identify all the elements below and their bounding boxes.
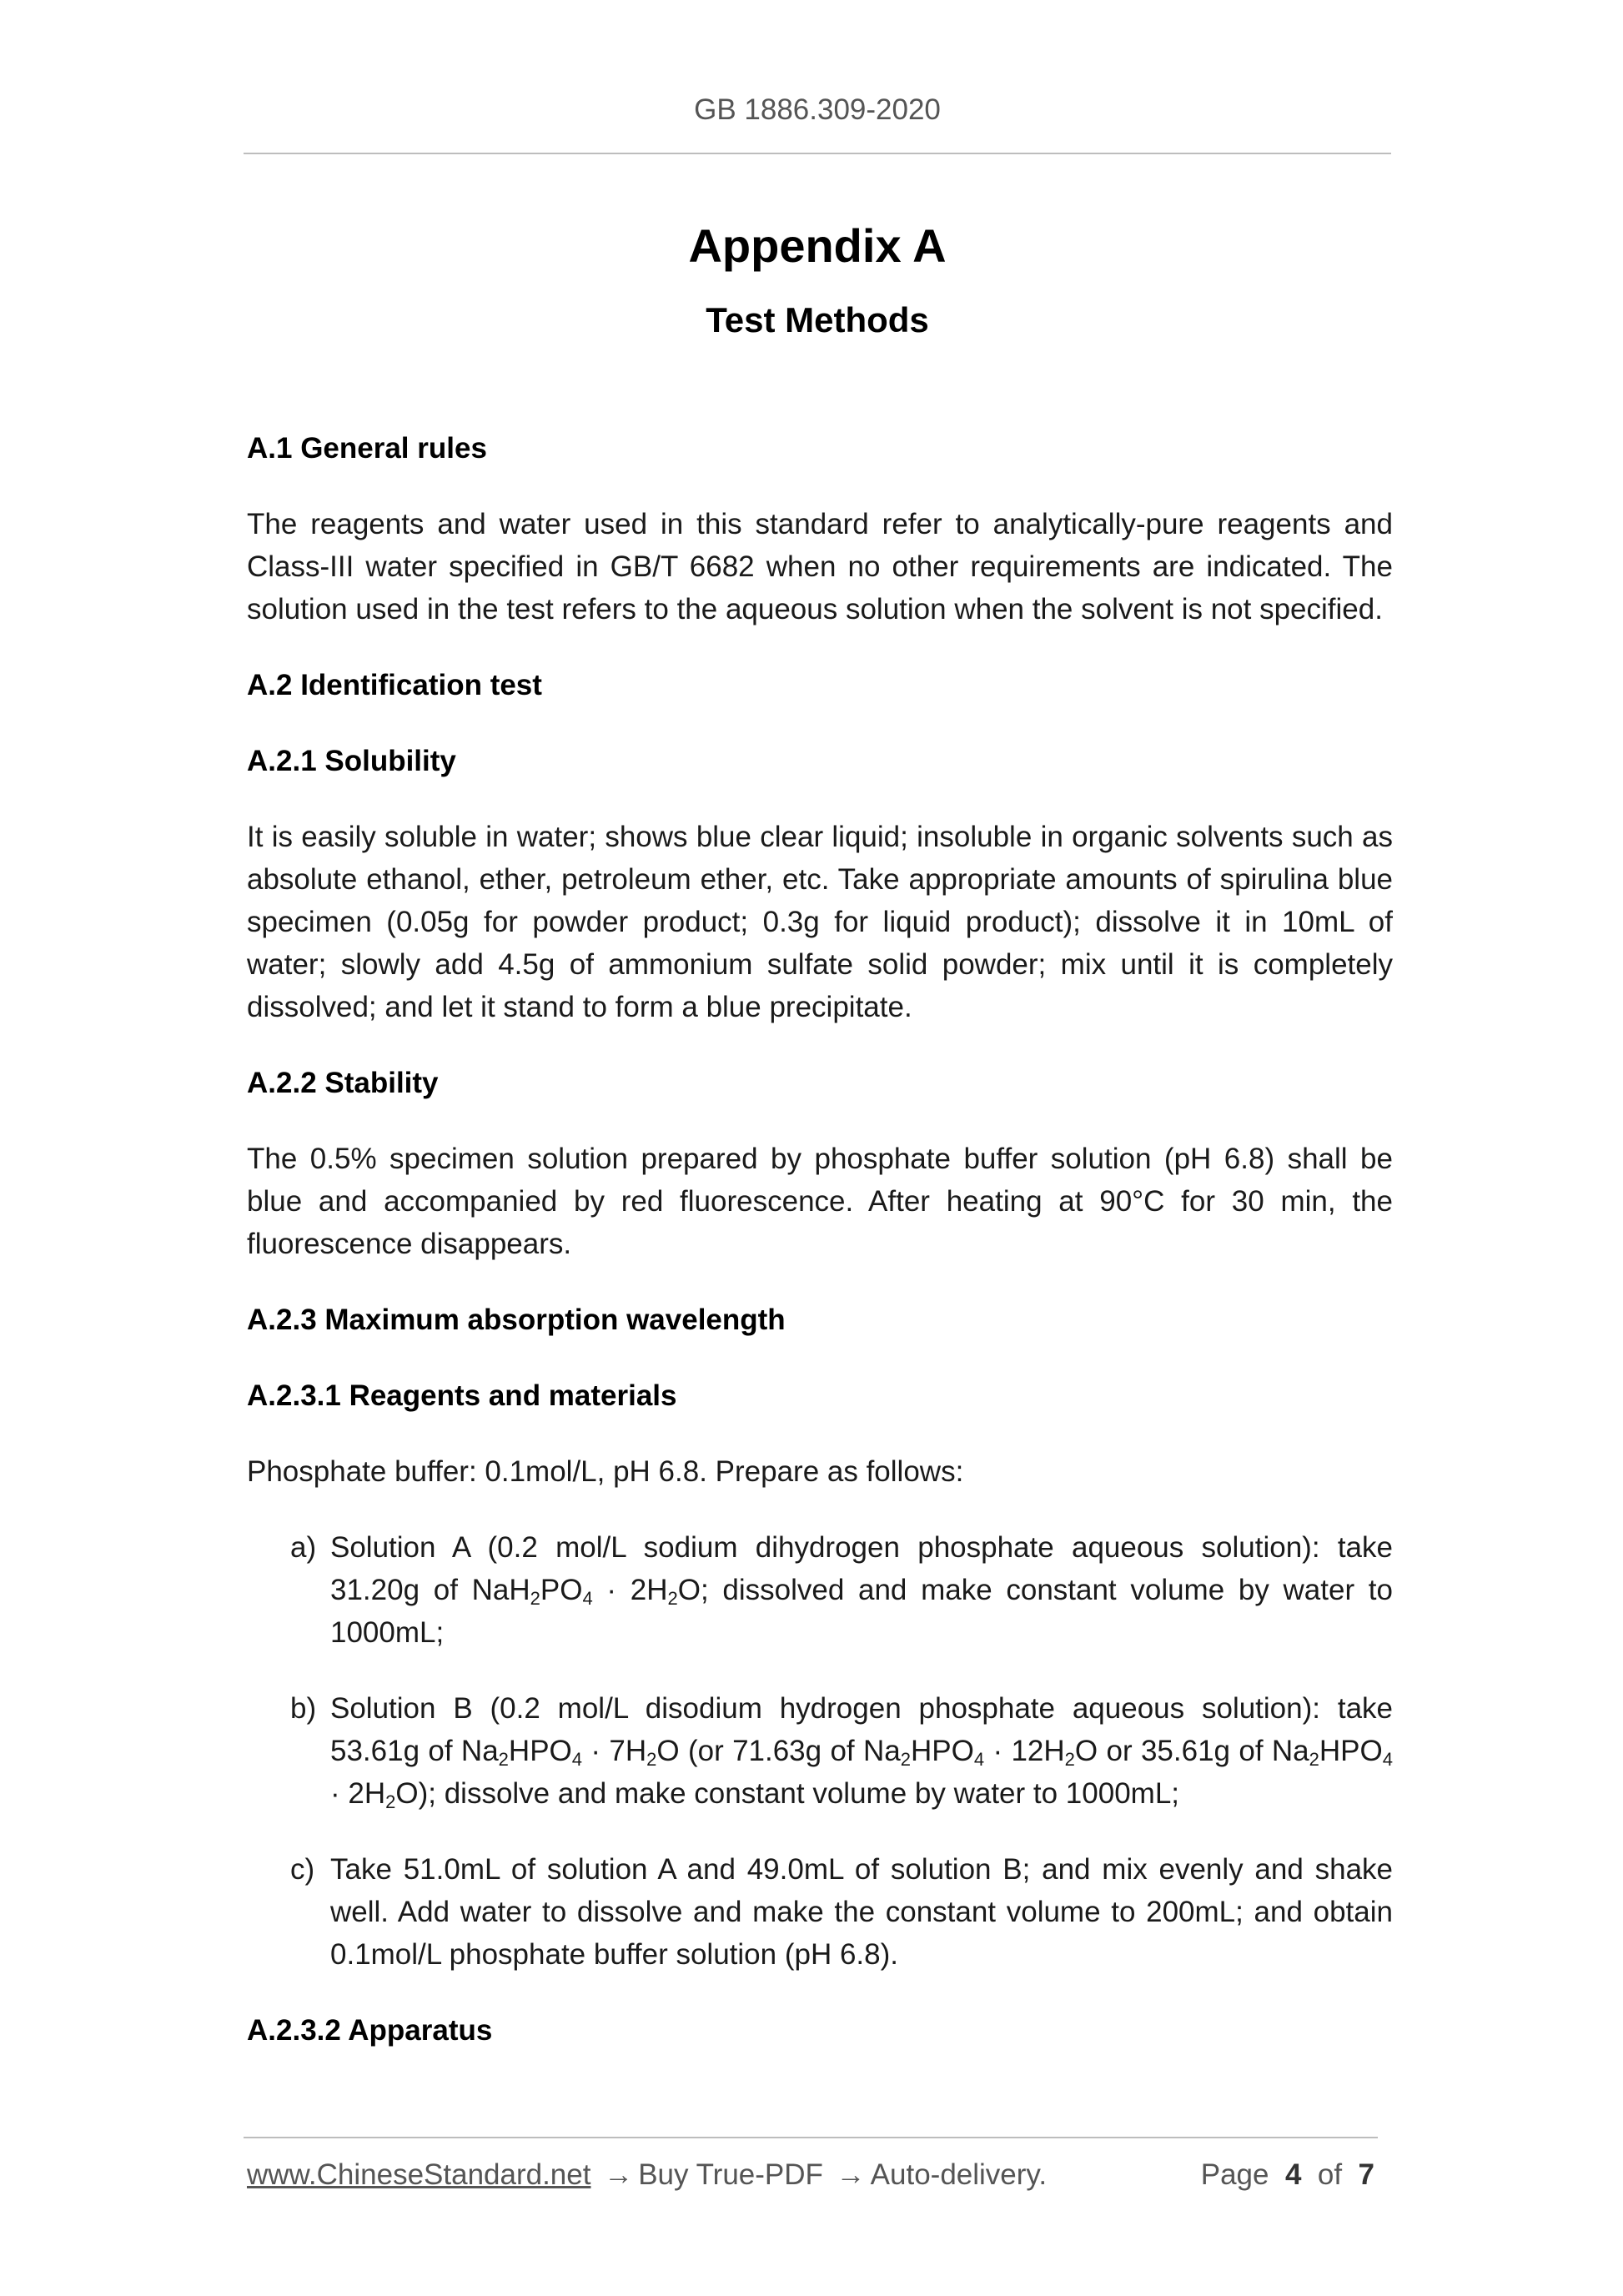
page-word: Page [1200, 2158, 1269, 2191]
item-b-sub-4: 2 [900, 1749, 911, 1770]
page-total: 7 [1358, 2158, 1374, 2191]
item-b-text-7: O or 35.61g of Na [1074, 1735, 1309, 1767]
heading-a2: A.2 Identification test [247, 669, 542, 701]
item-b-text-8: HPO [1319, 1735, 1383, 1767]
list-item-a [290, 1526, 1393, 1654]
paragraph-a1: The reagents and water used in this standard refer to analytically-pure reagents and Class-III water specified in GB/T 6682 when no other requirements are indicated. The solution used in the test refers to the aqueous solution when the solvent is not specified. [247, 508, 1393, 625]
item-b-sub-3: 2 [646, 1749, 657, 1770]
item-b-text-2: HPO [508, 1735, 572, 1767]
item-b-text-3: · 7H [582, 1735, 647, 1767]
item-b-sub-2: 4 [571, 1749, 583, 1770]
item-b-text-10: O); dissolve and make constant volume by water to 1000mL; [395, 1777, 1180, 1810]
item-a-text-1: Solution A (0.2 mol/L sodium dihydrogen phosphate aqueous solution): take 31.20g of NaH [330, 1531, 1393, 1606]
item-b-sub-5: 4 [973, 1749, 985, 1770]
item-a-sub-2: 4 [582, 1588, 593, 1609]
item-a-sub-1: 2 [530, 1588, 540, 1609]
item-b-sub-9: 2 [385, 1791, 396, 1812]
item-b-text-5: HPO [911, 1735, 974, 1767]
item-a-sub-3: 2 [667, 1588, 678, 1609]
item-b-text-9: · 2H [330, 1777, 386, 1810]
list-marker-a: a) [290, 1531, 317, 1564]
page-header: GB 1886.309-2020 [694, 93, 941, 126]
heading-a22: A.2.2 Stability [247, 1067, 439, 1099]
heading-a21: A.2.1 Solubility [247, 745, 456, 777]
list-item-c [290, 1848, 1393, 1976]
header-divider [244, 153, 1391, 154]
heading-a23: A.2.3 Maximum absorption wavelength [247, 1304, 786, 1336]
paragraph-phosphate-buffer: Phosphate buffer: 0.1mol/L, pH 6.8. Prepare as follows: [247, 1455, 964, 1488]
page-footer [247, 2158, 1381, 2192]
item-b-sub-6: 2 [1064, 1749, 1075, 1770]
item-b-sub-7: 2 [1309, 1749, 1319, 1770]
item-b-sub-8: 4 [1382, 1749, 1393, 1770]
item-a-text-3: · 2H [592, 1574, 668, 1606]
of-word: of [1317, 2158, 1343, 2191]
paragraph-a22: The 0.5% specimen solution prepared by phosphate buffer solution (pH 6.8) shall be blue and accompanied by red fluorescence. After heating at 90°C for 30 min, the fluorescence disappears. [247, 1143, 1393, 1260]
page-number: 4 [1284, 2158, 1302, 2191]
item-b-text-6: · 12H [984, 1735, 1065, 1767]
page-indicator [1201, 2158, 1374, 2192]
item-a-text-2: PO [540, 1574, 583, 1606]
document-body [247, 427, 1393, 2052]
auto-delivery-text: Auto-delivery. [870, 2158, 1048, 2191]
item-c-text-1: Take 51.0mL of solution A and 49.0mL of solution B; and mix evenly and shake well. Add water to dissolve and make the constant volume to 200mL; and obtain 0.1mol/L phosphate buffer solution (pH 6.8). [330, 1853, 1393, 1971]
item-b-sub-1: 2 [498, 1749, 509, 1770]
paragraph-a21: It is easily soluble in water; shows blue clear liquid; insoluble in organic solvents such as absolute ethanol, ether, petroleum ether, etc. Take appropriate amounts of spirulina blue specimen (0.05g for powder product; 0.3g for liquid product); dissolve it in 10mL of water; slowly add 4.5g of ammonium sulfate solid powder; mix until it is completely dissolved; and let it stand to form a blue precipitate. [247, 821, 1393, 1023]
item-b-text-4: O (or 71.63g of Na [656, 1735, 901, 1767]
appendix-subtitle: Test Methods [706, 300, 929, 339]
item-a-text-4: O; dissolved and make constant volume by water to 1000mL; [330, 1574, 1393, 1649]
heading-a232: A.2.3.2 Apparatus [247, 2014, 493, 2047]
buy-true-pdf-text: Buy True-PDF [638, 2158, 823, 2191]
heading-a231: A.2.3.1 Reagents and materials [247, 1379, 677, 1412]
list-marker-b: b) [290, 1692, 317, 1725]
heading-a1: A.1 General rules [247, 432, 487, 465]
appendix-title: Appendix A [688, 219, 947, 272]
item-b-text-1: Solution B (0.2 mol/L disodium hydrogen phosphate aqueous solution): take 53.61g of Na [330, 1692, 1393, 1767]
list-marker-c: c) [290, 1853, 315, 1886]
footer-divider [244, 2137, 1378, 2138]
arrow-right-icon: → [604, 2158, 634, 2191]
website-link[interactable]: www.ChineseStandard.net [247, 2158, 591, 2191]
list-item-b [290, 1687, 1393, 1815]
arrow-right-icon: → [836, 2158, 866, 2191]
